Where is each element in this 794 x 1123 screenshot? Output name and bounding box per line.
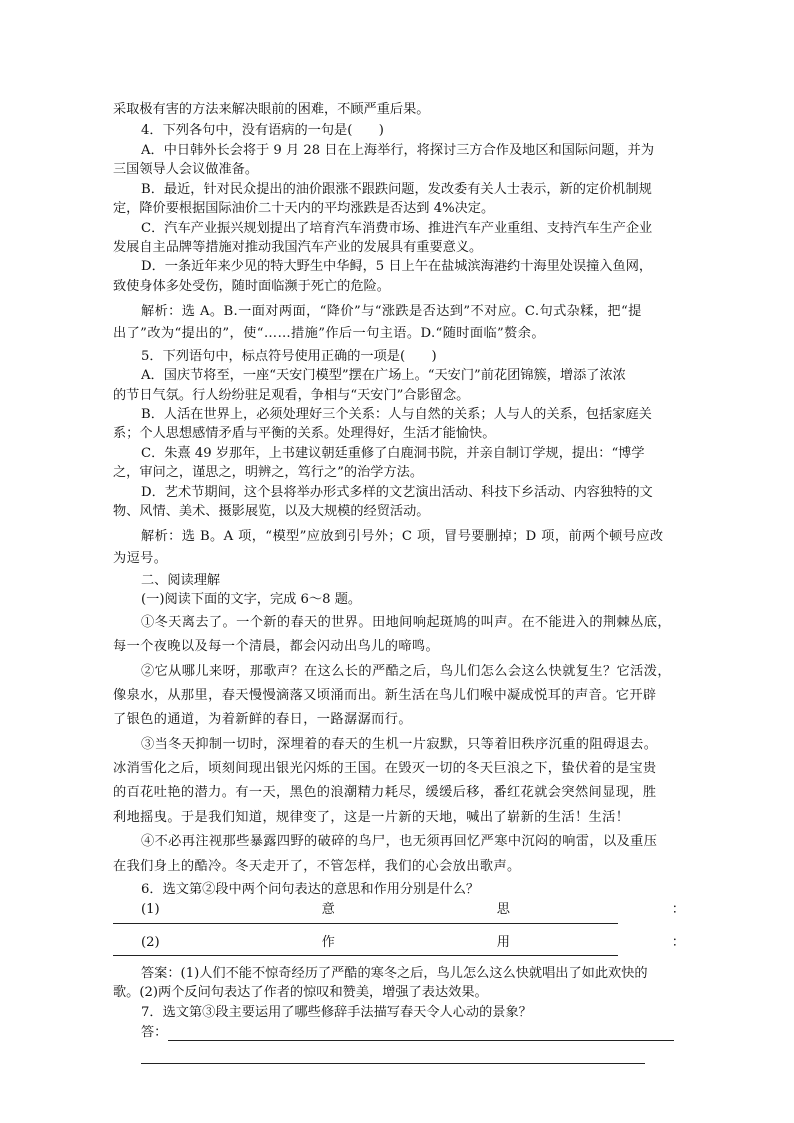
- answer-blank-line[interactable]: [168, 1040, 674, 1041]
- option-5c: C．朱熹 49 岁那年，上书建议朝廷重修了白鹿洞书院，并亲自制订学规，提出：“博学: [141, 446, 645, 461]
- passage-paragraph-1: ①冬天离去了。一个新的春天的世界。田地间响起斑鸠的叫声。在不能进入的荆棘丛底，: [141, 615, 671, 630]
- passage-paragraph-3: ③当冬天抑制一切时，深埋着的春天的生机一片寂默，只等着旧秩序沉重的阻碍退去。: [141, 737, 658, 752]
- text-line: 采取极有害的方法来解决眼前的困难，不顾严重后果。: [113, 102, 430, 117]
- answer-label: 答：: [141, 1025, 168, 1040]
- option-4c: C．汽车产业振兴规划提出了培育汽车消费市场、推进汽车产业重组、支持汽车生产企业: [141, 221, 653, 236]
- passage-paragraph-4: ④不必再注视那些暴露四野的破碎的鸟尸，也无须再回忆严寒中沉闷的响雷，以及重压: [141, 834, 658, 849]
- analysis-5: 解析：选 B。A 项，“模型”应放到引号外；C 项，冒号要删掉；D 项，前两个顿号应改: [141, 529, 664, 544]
- text-line: 了银色的通道，为着新鲜的春日，一路潺潺而行。: [113, 712, 412, 727]
- text-line: 冰消雪化之后，顷刻间现出银光闪烁的王国。在毁灭一切的冬天巨浪之下，蛰伏着的是宝贵: [113, 761, 657, 776]
- answer-blank-line[interactable]: [113, 955, 618, 956]
- answer-label-1: (1): [141, 902, 160, 917]
- text-line: 物、风情、美术、摄影展览，以及大规模的经贸活动。: [113, 504, 430, 519]
- answer-row-meaning: [113, 900, 685, 919]
- answer-word-yong: 用: [496, 935, 510, 950]
- answer-row-function: [113, 933, 685, 952]
- text-line: 系；个人思想感情矛盾与平衡的关系。处理得好，生活才能愉快。: [113, 426, 496, 441]
- question-7-stem: 7．选文第③段主要运用了哪些修辞手法描写春天令人心动的景象？: [141, 1005, 532, 1020]
- question-6-stem: 6．选文第②段中两个问句表达的意思和作用分别是什么？: [141, 882, 480, 897]
- answer-6: 答案：(1)人们不能不惊奇经历了严酷的寒冬之后，鸟儿怎么这么快就唱出了如此欢快的: [141, 966, 648, 981]
- answer-blank-line[interactable]: [113, 923, 618, 924]
- analysis-4: 解析：选 A。B.一面对两面，“降价”与“涨跌是否达到”不对应。C.句式杂糅，把“提: [141, 304, 642, 319]
- text-line: 出了”改为“提出的”，使“……措施”作后一句主语。D.“随时面临”赘余。: [113, 326, 545, 341]
- option-5b: B．人活在世界上，必须处理好三个关系：人与自然的关系；人与人的关系，包括家庭关: [141, 407, 652, 422]
- option-4a: A．中日韩外长会将于 9 月 28 日在上海举行，将探讨三方合作及地区和国际问题，并为: [141, 143, 655, 158]
- answer-word-si: 思: [496, 902, 510, 917]
- answer-word-zuo: 作: [321, 935, 335, 950]
- text-line: 发展自主品牌等措施对推动我国汽车产业的发展具有重要意义。: [113, 240, 483, 255]
- passage-instruction: (一)阅读下面的文字，完成 6～8 题。: [141, 592, 362, 607]
- option-4b: B．最近，针对民众提出的油价跟涨不跟跌问题，发改委有关人士表示，新的定价机制规: [141, 182, 652, 197]
- question-5-stem: 5．下列语句中，标点符号使用正确的一项是( ): [141, 349, 437, 364]
- question-4-stem: 4．下列各句中，没有语病的一句是( ): [141, 123, 384, 138]
- option-5d: D．艺术节期间，这个县将举办形式多样的文艺演出活动、科技下乡活动、内容独特的文: [141, 485, 653, 500]
- section-heading: 二、阅读理解: [141, 573, 221, 588]
- text-line: 致使身体多处受伤，随时面临濒于死亡的危险。: [113, 279, 390, 294]
- answer-blank-line[interactable]: [141, 1063, 645, 1064]
- passage-paragraph-2: ②它从哪儿来呀，那歌声？在这么长的严酷之后，鸟儿们怎么会这么快就复生？它活泼，: [141, 664, 671, 679]
- text-line: 之，审问之，谨思之，明辨之，笃行之”的治学方法。: [113, 465, 424, 480]
- text-line: 歌。(2)两个反问句表达了作者的惊叹和赞美，增强了表达效果。: [113, 985, 488, 1000]
- text-line: 三国领导人会议做准备。: [113, 162, 259, 177]
- answer-word-yi: 意: [321, 902, 335, 917]
- text-line: 利地摇曳。于是我们知道，规律变了，这是一片新的天地，喊出了崭新的生活！生活！: [113, 810, 630, 825]
- answer-colon-2: ：: [671, 935, 685, 950]
- text-line: 的百花吐艳的潜力。有一天，黑色的浪潮精力耗尽，缓缓后移，番红花就会突然间显现，胜: [113, 785, 657, 800]
- text-line: 定，降价要根据国际油价二十天内的平均涨跌是否达到 4%决定。: [113, 201, 495, 216]
- answer-colon-1: ：: [671, 902, 685, 917]
- text-line: 像泉水，从那里，春天慢慢滴落又顷涌而出。新生活在鸟儿们喉中凝成悦耳的声音。它开辟: [113, 688, 657, 703]
- text-line: 为逗号。: [113, 551, 168, 566]
- option-4d: D．一条近年来少见的特大野生中华鲟，5 日上午在盐城滨海港约十海里处误撞入鱼网，: [141, 259, 653, 274]
- text-line: 的节日气氛。行人纷纷驻足观看，争相与“天安门”合影留念。: [113, 388, 470, 403]
- text-line: 每一个夜晚以及每一个清晨，都会闪动出鸟儿的啼鸣。: [113, 639, 440, 654]
- text-line: 在我们身上的酷冷。冬天走开了，不管怎样，我们的心会放出歌声。: [113, 859, 521, 874]
- answer-label-2: (2): [141, 935, 160, 950]
- option-5a: A．国庆节将至，一座“天安门模型”摆在广场上。“天安门”前花团锦簇，增添了浓浓: [141, 368, 626, 383]
